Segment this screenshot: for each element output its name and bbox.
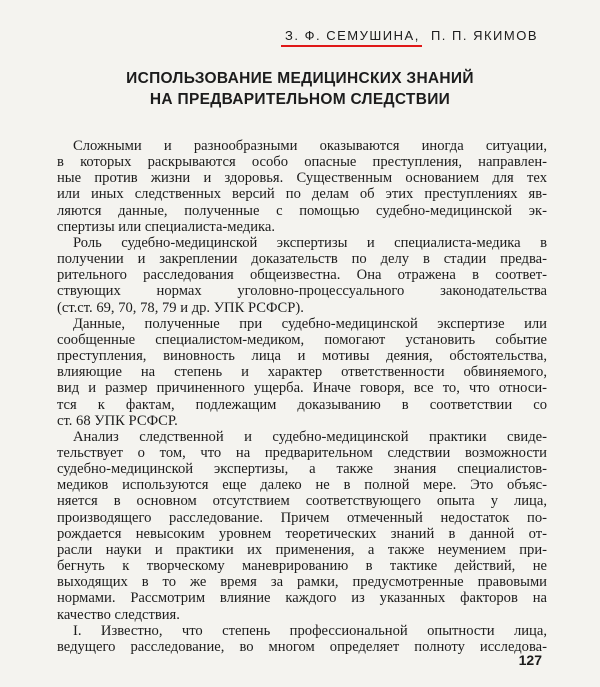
red-underline [281, 45, 422, 47]
text-line: I. Известно, что степень профессиональной опытности лица, [73, 622, 547, 639]
text-line: получении и закреплении доказательств по делу в стадии предва- [57, 251, 547, 268]
text-line: Сложными и разнообразными оказываются иногда ситуации, [73, 138, 547, 154]
text-line: качество следствия. [57, 606, 180, 623]
text-line: (ст.ст. 69, 70, 78, 79 и др. УПК РСФСР). [57, 299, 304, 316]
author-semushina: З. Ф. СЕМУШИНА, [285, 28, 420, 43]
text-line: расли науки и практики их применения, а также неумением при- [57, 541, 547, 558]
text-line: рительного расследования общеизвестна. Она отражена в соответ- [57, 267, 547, 284]
article-title [0, 68, 600, 110]
text-line: нормами. Рассмотрим влияние каждого из указанных факторов на [57, 590, 547, 607]
text-line: Роль судебно-медицинской экспертизы и специалиста-медика в [73, 234, 547, 251]
text-line: няется в основном отсутствием соответствующего опыта у лица, [57, 493, 547, 510]
text-line: влияющие на степень и характер ответственности обвиняемого, [57, 364, 547, 381]
text-line: тельствует о том, что на предварительном следствии возможности [57, 444, 547, 461]
title-line-2: НА ПРЕДВАРИТЕЛЬНОМ СЛЕДСТВИИ [149, 91, 451, 108]
article-body [57, 138, 547, 655]
text-line: ствующих нормах уголовно-процессуального законодательства [57, 283, 547, 300]
paragraph [57, 623, 547, 655]
text-line: или иных следственных версий по делам об этих преступлениях яв- [57, 186, 547, 203]
text-line: вид и размер причиненного ущерба. Иначе говоря, все то, что относи- [57, 380, 547, 397]
text-line: Анализ следственной и судебно-медицинской практики свиде- [73, 428, 547, 445]
text-line: рождается невысоким уровнем теоретических знаний в данной от- [57, 525, 547, 542]
text-line: тся к фактам, подлежащим доказыванию в соответствии со [57, 396, 547, 413]
paragraph [57, 316, 547, 429]
paragraph [57, 429, 547, 623]
page-number: 127 [518, 652, 542, 668]
text-line: ведущего расследование, во многом определяет полноту исследова- [57, 638, 547, 655]
authors-header [285, 28, 538, 43]
text-line: судебно-медицинской экспертизы, а также знания специалистов- [57, 461, 547, 478]
text-line: производящего расследование. Причем отмеченный недостаток по- [57, 509, 547, 526]
author-yakimov: П. П. ЯКИМОВ [430, 28, 538, 43]
text-line: бегнуть к творческому маневрированию в тактике действий, не [57, 558, 547, 575]
text-line: в которых раскрываются особо опасные преступления, направлен- [57, 154, 547, 171]
text-line: сообщенные специалистом-медиком, помогают установить событие [57, 331, 547, 348]
text-line: Данные, полученные при судебно-медицинской экспертизе или [73, 315, 547, 332]
text-line: выходящих в то же время за рамки, предусмотренные правовыми [57, 574, 547, 591]
text-line: спертизы или специалиста-медика. [57, 218, 276, 235]
text-line: медиков используются еще далеко не в полной мере. Это объяс- [57, 477, 547, 494]
title-line-1: ИСПОЛЬЗОВАНИЕ МЕДИЦИНСКИХ ЗНАНИЙ [126, 70, 474, 87]
text-line: ные против жизни и здоровья. Существенным основанием для тех [57, 170, 547, 187]
text-line: ляются данные, полученные с помощью судебно-медицинской эк- [57, 202, 547, 219]
paragraph [57, 235, 547, 316]
paragraph [57, 138, 547, 235]
text-line: ст. 68 УПК РСФСР. [57, 412, 178, 429]
text-line: преступления, виновность лица и мотивы деяния, обстоятельства, [57, 348, 547, 365]
